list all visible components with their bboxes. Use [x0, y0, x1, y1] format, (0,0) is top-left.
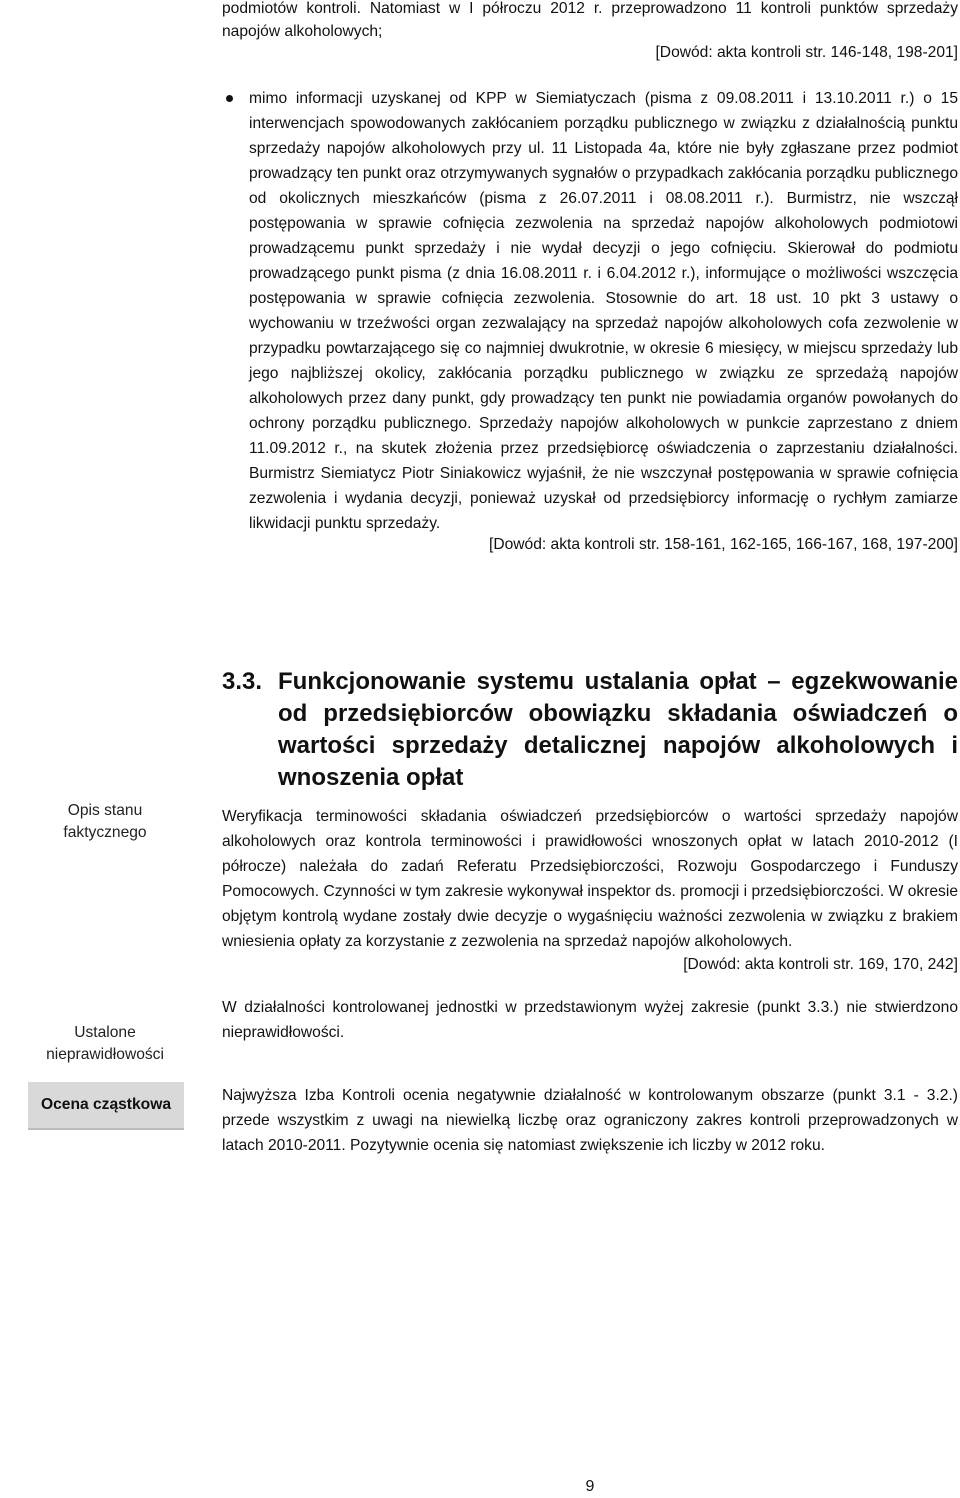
- margin-label-line: faktycznego: [63, 824, 147, 841]
- bullet-icon: [226, 95, 233, 102]
- margin-label-irregularities: [25, 1022, 185, 1066]
- evidence-reference: [Dowód: akta kontroli str. 158-161, 162-165, 166-167, 168, 197-200]: [489, 536, 958, 553]
- margin-label-line: Ustalone: [74, 1024, 136, 1041]
- top-paragraph: podmiotów kontroli. Natomiast w I półroczu 2012 r. przeprowadzono 11 kontroli punktów sprzedaży napojów alkoholowych;: [222, 0, 958, 40]
- section-heading: Funkcjonowanie systemu ustalania opłat – egzekwowanie od przedsiębiorców obowiązku składania oświadczeń o wartości sprzedaży detalicznej napojów alkoholowych i wnoszenia opłat: [278, 668, 958, 791]
- margin-box-assessment: Ocena cząstkowa: [28, 1082, 184, 1130]
- bullet-item: [222, 86, 958, 554]
- findings-paragraph: Weryfikacja terminowości składania oświadczeń przedsiębiorców o wartości sprzedaży napojów alkoholowych oraz kontrola terminowości i prawidłowości wnoszonych opłat w latach 2010-2012 (I półrocze) należała do zadań Referatu Przedsiębiorczości, Rozwoju Gospodarczego i Funduszy Pomocowych. Czynności w tym zakresie wykonywał inspektor ds. promocji i przedsiębiorczości. W okresie objętym kontrolą wydane zostały dwie decyzje o wygaśnięciu ważności zezwolenia w związku z brakiem wniesienia opłaty za korzystanie z zezwolenia na sprzedaż napojów alkoholowych.: [222, 808, 958, 950]
- margin-label-facts: [25, 800, 185, 844]
- assessment-paragraph: Najwyższa Izba Kontroli ocenia negatywnie działalność w kontrolowanym obszarze (punkt 3.1 - 3.2.) przede wszystkim z uwagi na niewielką liczbę oraz ograniczony zakres kontroli przeprowadzonych w latach 2010-2011. Pozytywnie ocenia się natomiast zwiększenie ich liczby w 2012 roku.: [222, 1087, 958, 1154]
- margin-label-line: nieprawidłowości: [46, 1046, 164, 1063]
- page-number: 9: [585, 1478, 595, 1495]
- margin-label-line: Opis stanu: [67, 802, 143, 819]
- section-number: 3.3.: [222, 668, 263, 695]
- bullet-text: mimo informacji uzyskanej od KPP w Siemiatyczach (pisma z 09.08.2011 i 13.10.2011 r.) o 15 interwencjach spowodowanych zakłócaniem porządku publicznego w związku z działalnością punktu sprzedaży napojów alkoholowych przy ul. 11 Listopada 4a, które nie były zgłaszane przez podmiot prowadzący ten punkt oraz otrzymywanych sygnałów o przypadkach zakłócania porządku publicznego od okolicznych mieszkańców (pisma z 26.07.2011 i 08.08.2011 r.). Burmistrz, nie wszczął postępowania w sprawie cofnięcia zezwolenia na sprzedaż napojów alkoholowych podmiotowi prowadzącemu punkt sprzedaży i nie wydał decyzji o jego cofnięciu. Skierował do podmiotu prowadzącego punkt pisma (z dnia 16.08.2011 r. i 6.04.2012 r.), informujące o możliwości wszczęcia postępowania w sprawie cofnięcia zezwolenia. Stosownie do art. 18 ust. 10 pkt 3 ustawy o wychowaniu w trzeźwości organ zezwalający na sprzedaż napojów alkoholowych cofa zezwolenie w przypadku powtarzającego się co najmniej dwukrotnie, w okresie 6 miesięcy, w miejscu sprzedaży lub jego najbliższej okolicy, zakłócania porządku publicznego w związku ze sprzedażą napojów alkoholowych przez dany punkt, gdy prowadzący ten punkt nie powiadamia organów powołanych do ochrony porządku publicznego. Sprzedaży napojów alkoholowych w punkcie zaprzestano z dniem 11.09.2012 r., na skutek złożenia przez przedsiębiorcę oświadczenia o zaprzestaniu działalności. Burmistrz Siemiatycz Piotr Siniakowicz wyjaśnił, że nie wszczynał postępowania w sprawie cofnięcia zezwolenia i wydania decyzji, ponieważ uzyskał od przedsiębiorcy informację o rychłym zamiarze likwidacji punktu sprzedaży.: [249, 90, 958, 532]
- evidence-reference: [Dowód: akta kontroli str. 146-148, 198-201]: [655, 44, 958, 61]
- irregularities-paragraph: W działalności kontrolowanej jednostki w przedstawionym wyżej zakresie (punkt 3.3.) nie stwierdzono nieprawidłowości.: [222, 999, 958, 1041]
- evidence-reference: [Dowód: akta kontroli str. 169, 170, 242]: [683, 956, 958, 973]
